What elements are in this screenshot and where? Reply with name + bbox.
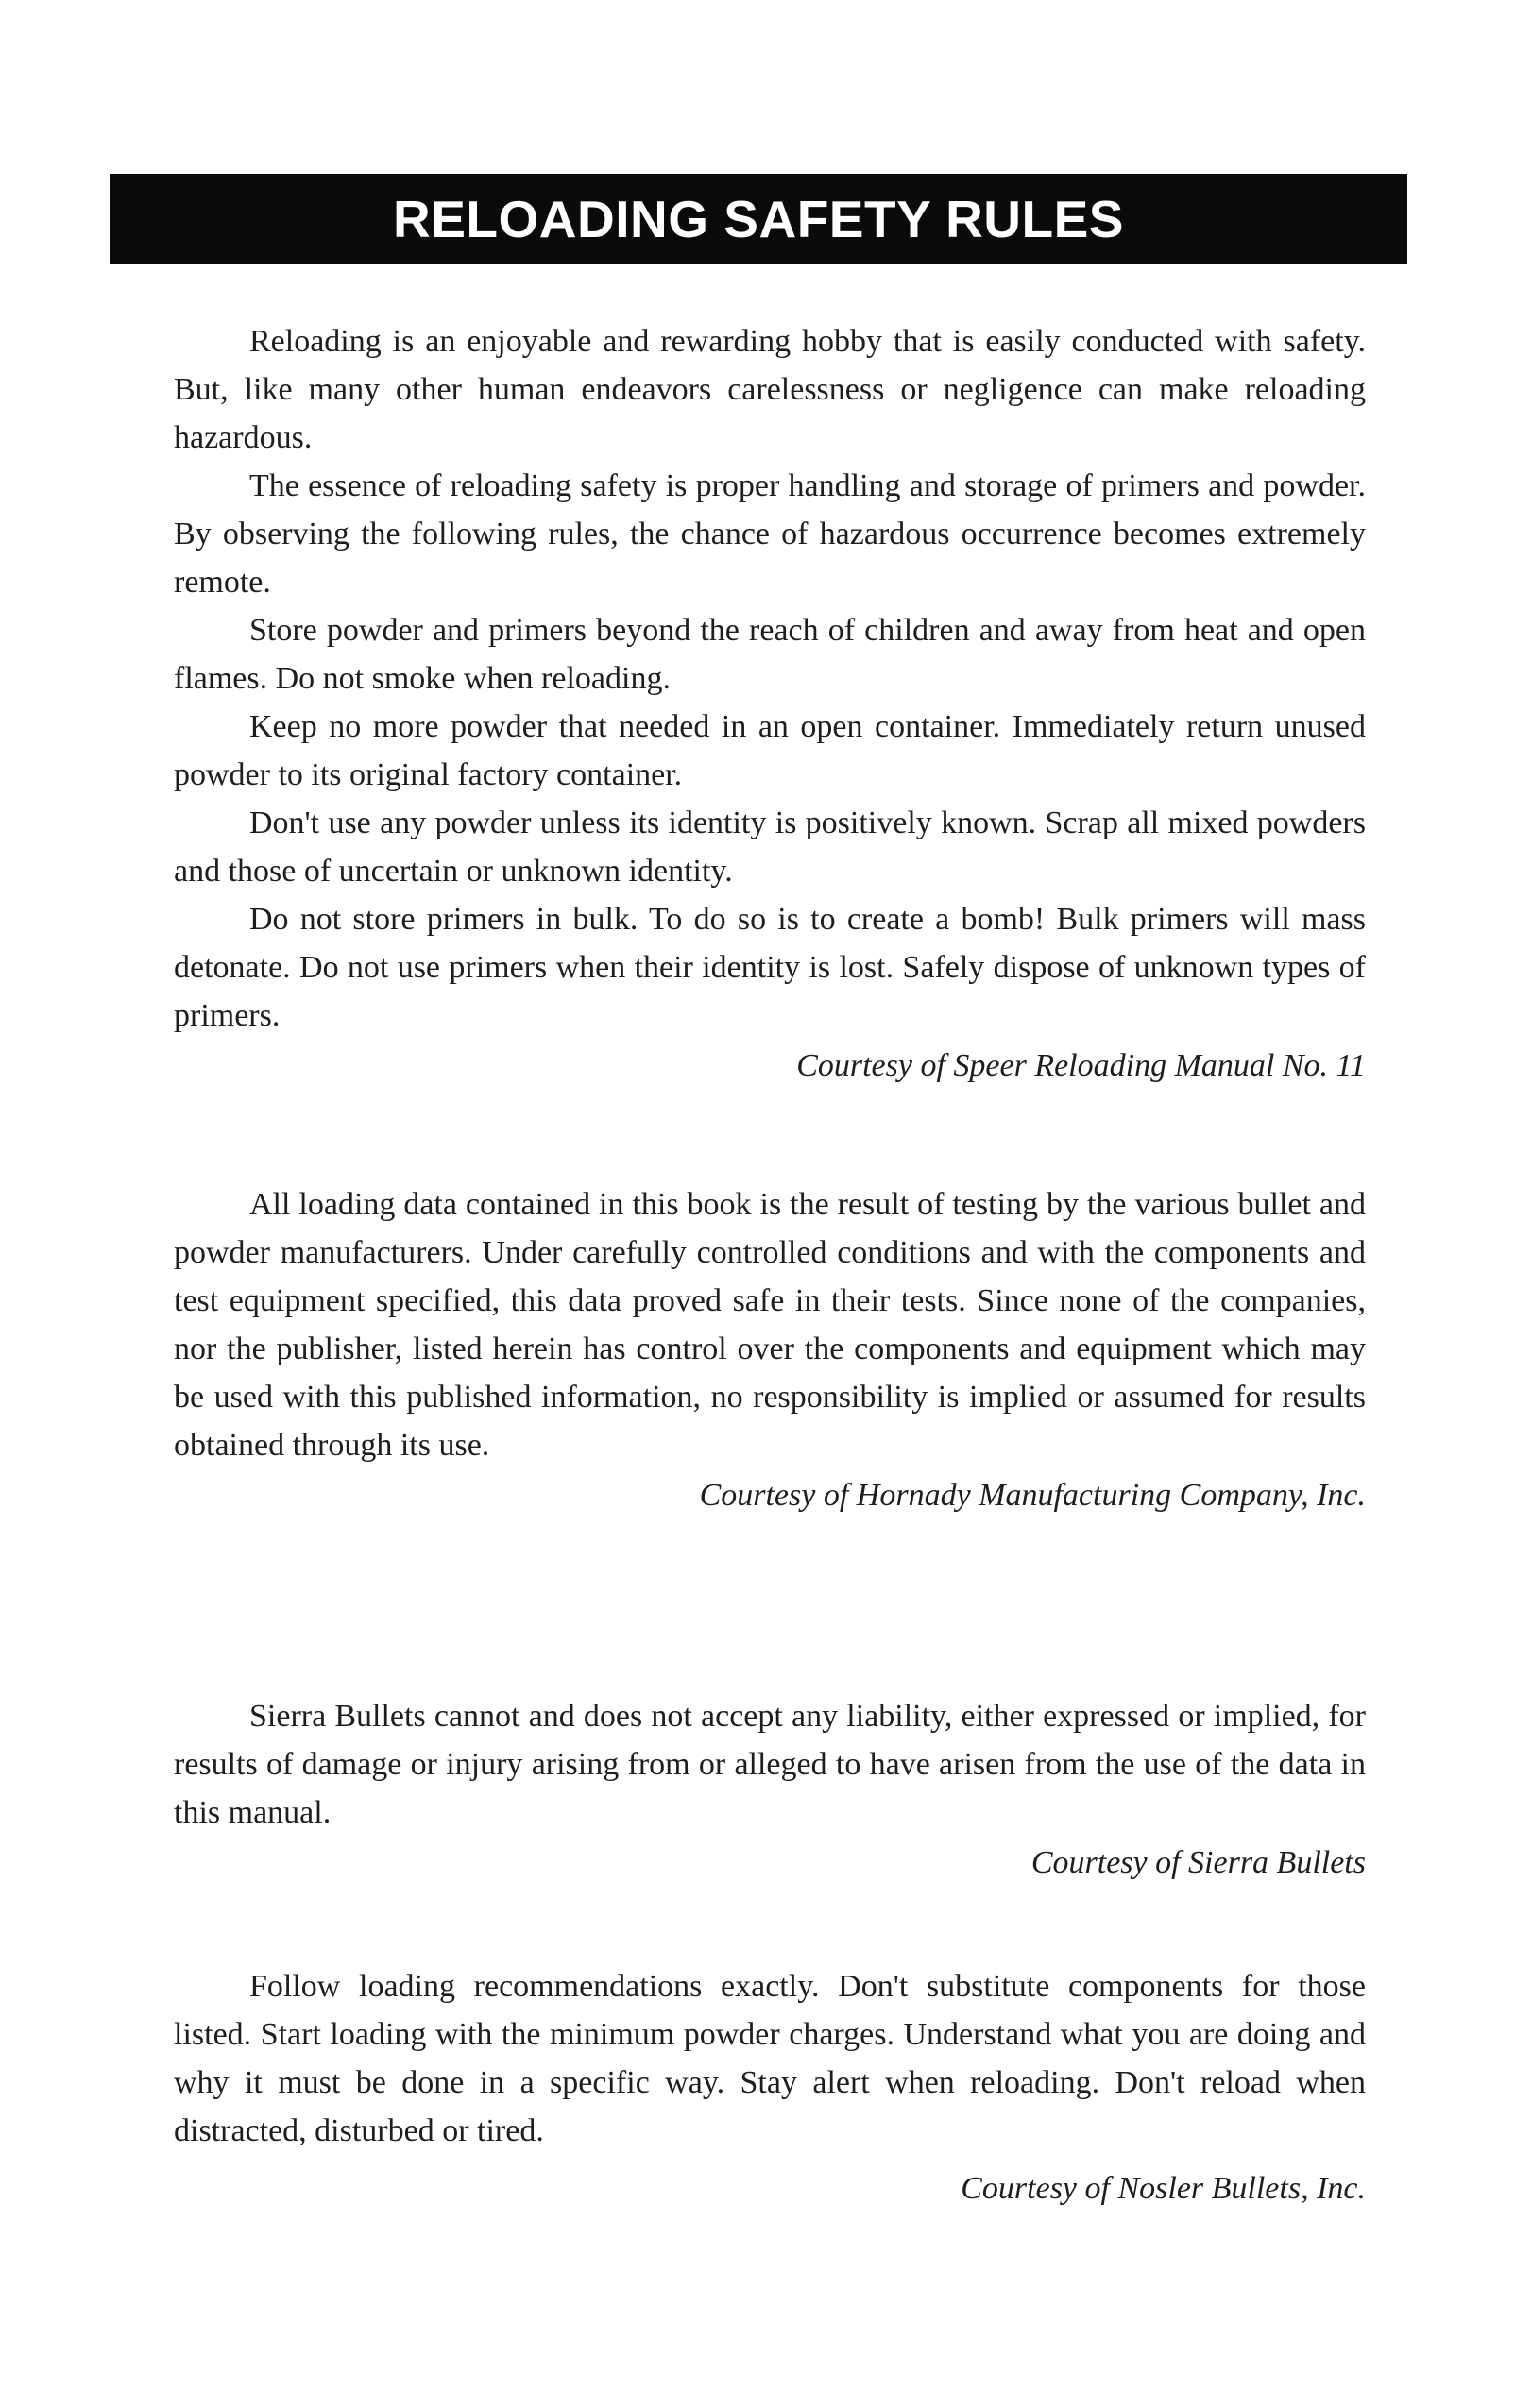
paragraph: Do not store primers in bulk. To do so is to create a bomb! Bulk primers will mass detonate. Do not use primers when their identity is lost. Safely dispose of unknown types of primers.	[174, 902, 1366, 1033]
credit-line: Courtesy of Nosler Bullets, Inc.	[961, 2171, 1366, 2206]
paragraph: Keep no more powder that needed in an open container. Immediately return unused powder to its original factory container.	[174, 709, 1366, 792]
sierra-section	[174, 1692, 1366, 1887]
speer-section	[174, 317, 1366, 1090]
paragraph: Reloading is an enjoyable and rewarding hobby that is easily conducted with safety. But, like many other human endeavors carelessness or negligence can make reloading hazardous.	[174, 324, 1366, 455]
paragraph: The essence of reloading safety is proper handling and storage of primers and powder. By observing the following rules, the chance of hazardous occurrence becomes extremely remote.	[174, 468, 1366, 600]
title-banner	[110, 174, 1407, 264]
hornady-section	[174, 1180, 1366, 1519]
paragraph: All loading data contained in this book is the result of testing by the various bullet and powder manufacturers. Under carefully controlled conditions and with the components and test equipment specified, this data proved safe in their tests. Since none of the companies, nor the publisher, listed herein has control over the components and equipment which may be used with this published information, no responsibility is implied or assumed for results obtained through its use.	[174, 1187, 1366, 1463]
paragraph: Store powder and primers beyond the reach of children and away from heat and open flames. Do not smoke when reloading.	[174, 613, 1366, 696]
nosler-section	[174, 1962, 1366, 2213]
credit-line: Courtesy of Speer Reloading Manual No. 11	[796, 1048, 1366, 1083]
credit-line: Courtesy of Sierra Bullets	[1030, 1845, 1366, 1880]
credit-line: Courtesy of Hornady Manufacturing Company, Inc.	[699, 1478, 1366, 1513]
paragraph: Follow loading recommendations exactly. Don't substitute components for those listed. Start loading with the minimum powder charges. Understand what you are doing and why it must be done in a specific way. Stay alert when reloading. Don't reload when distracted, disturbed or tired.	[174, 1969, 1366, 2148]
paragraph: Don't use any powder unless its identity is positively known. Scrap all mixed powders and those of uncertain or unknown identity.	[174, 805, 1366, 889]
page-title: RELOADING SAFETY RULES	[393, 190, 1124, 248]
paragraph: Sierra Bullets cannot and does not accept any liability, either expressed or implied, for results of damage or injury arising from or alleged to have arisen from the use of the data in this manual.	[174, 1699, 1366, 1830]
